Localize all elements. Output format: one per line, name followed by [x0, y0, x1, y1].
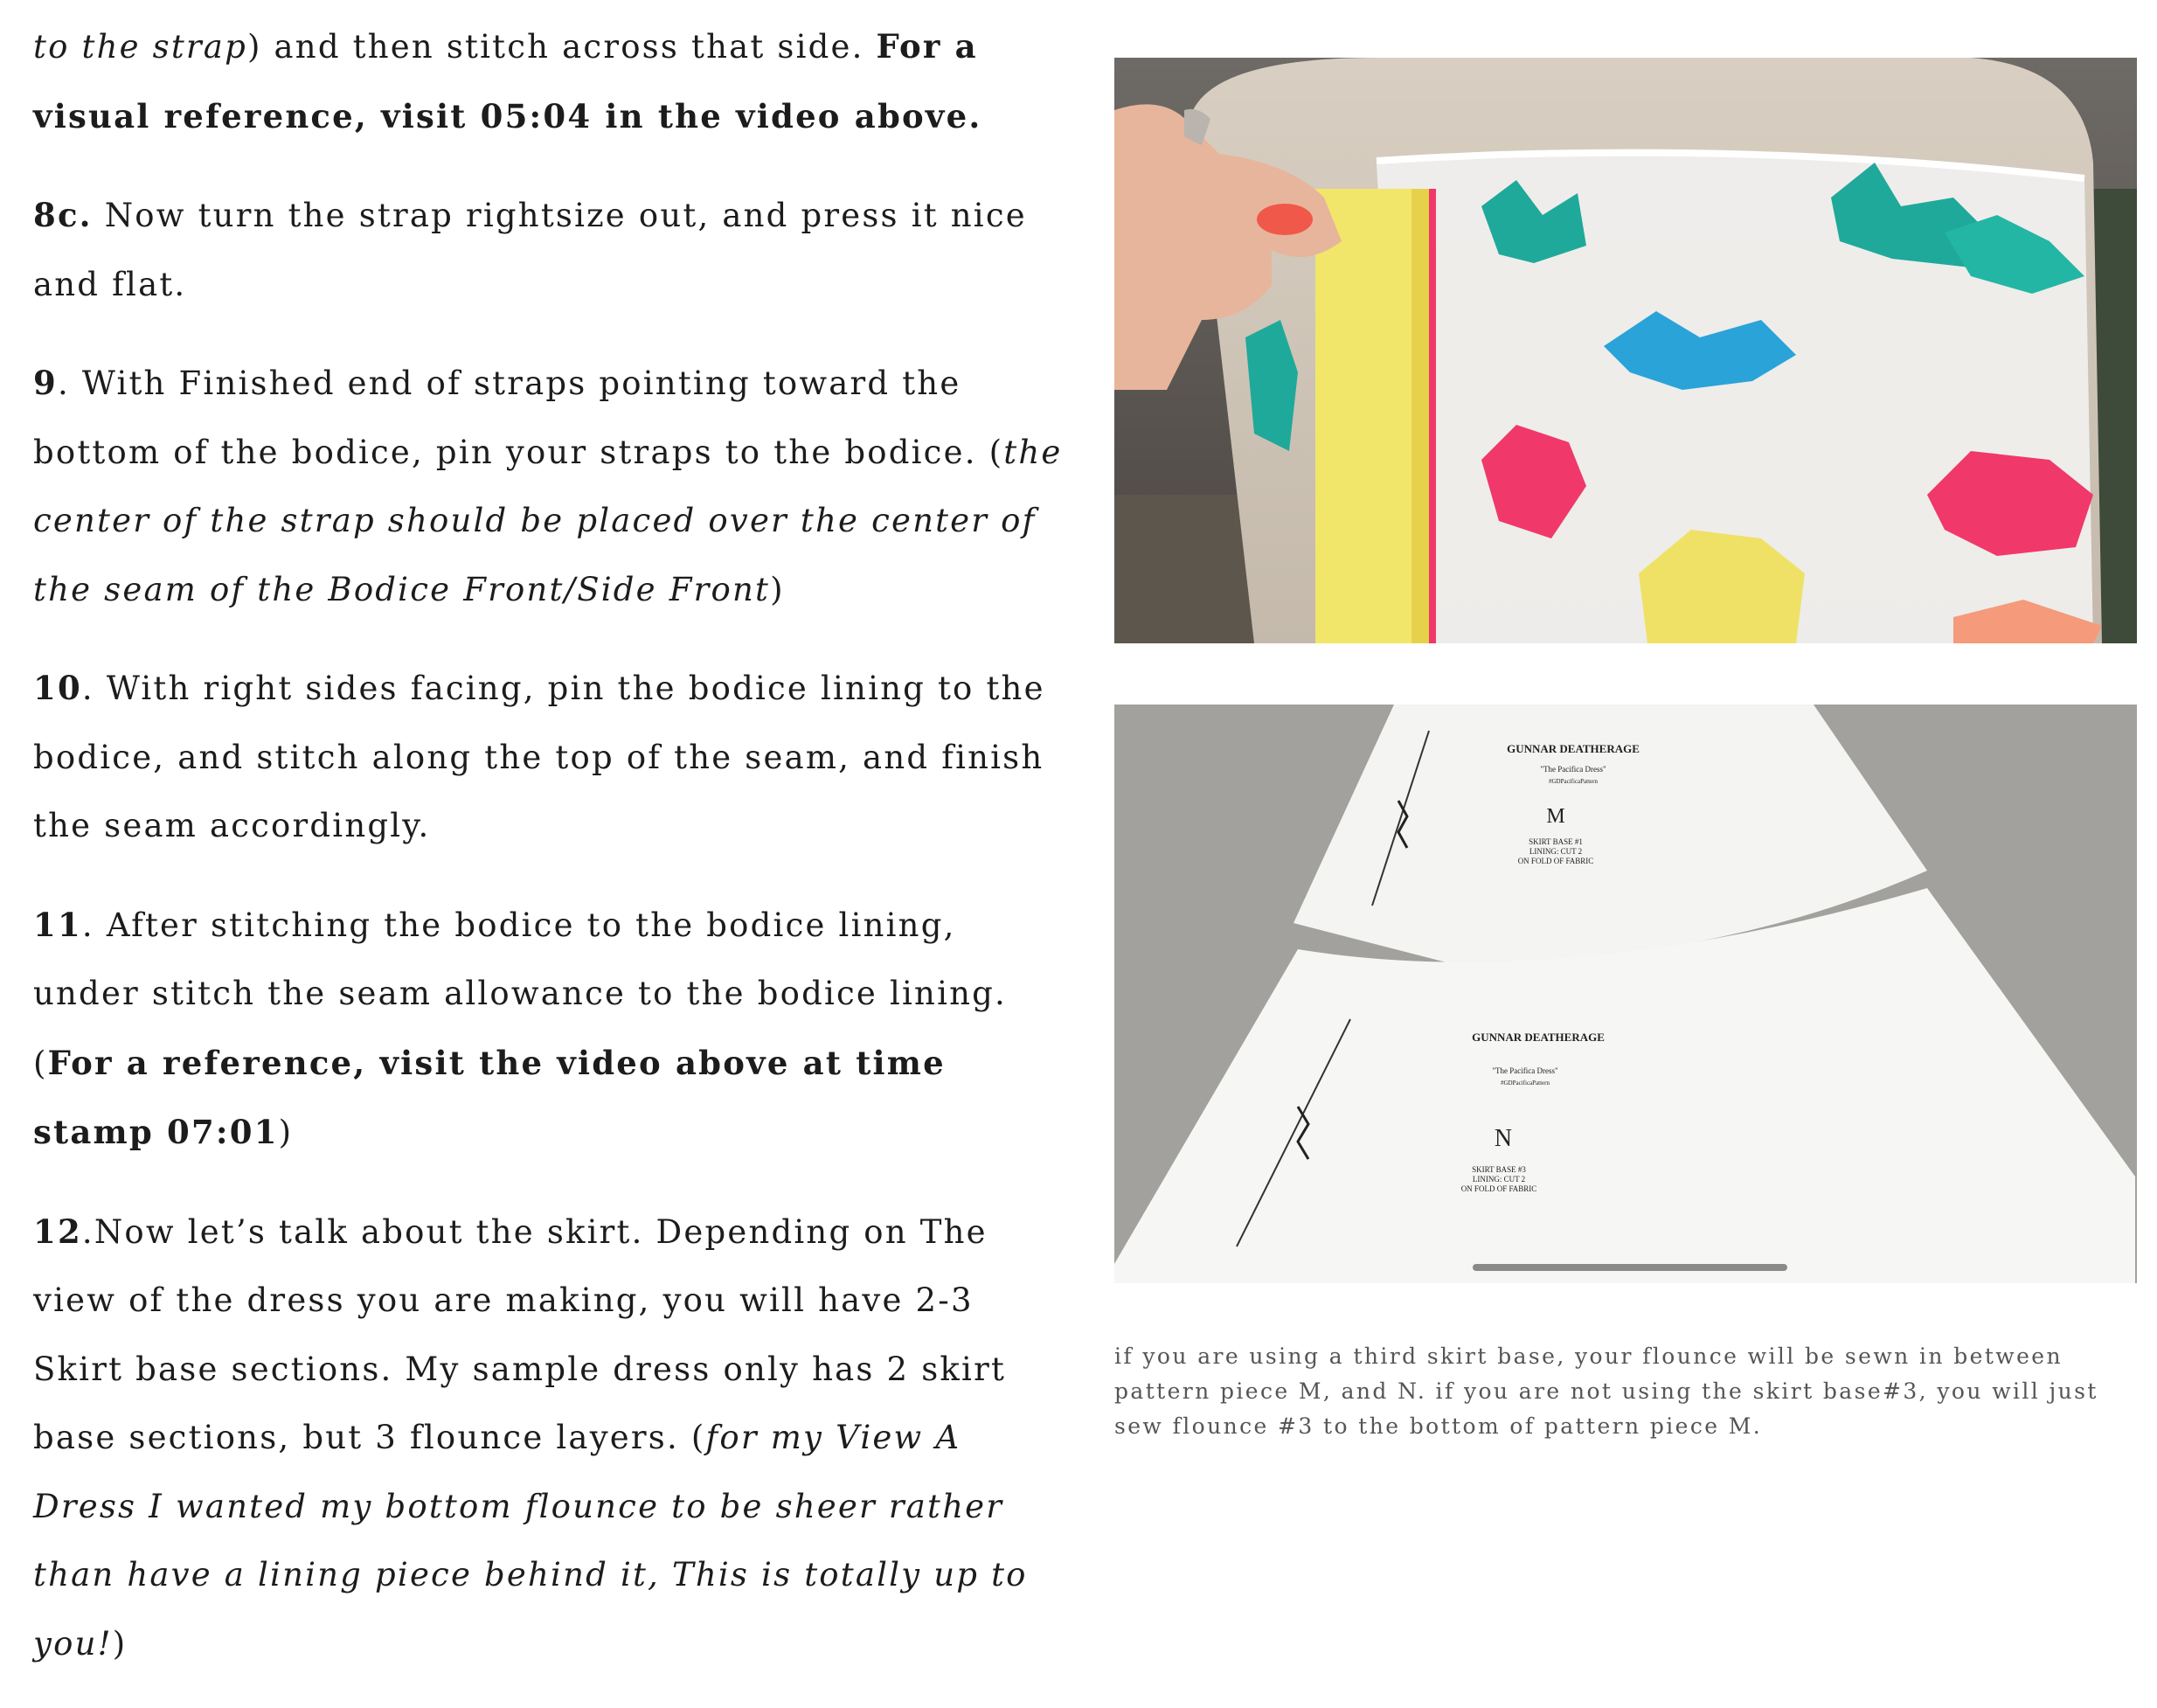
paragraph-9: 9. With Finished end of straps pointing toward the bottom of the bodice, pin your straps to the bodice. (the center of the strap should be placed over the center of the seam of the Bodice Front/Side Front): [33, 364, 1063, 608]
svg-text:LINING: CUT 2: LINING: CUT 2: [1529, 847, 1583, 856]
svg-text:LINING: CUT 2: LINING: CUT 2: [1472, 1175, 1526, 1184]
svg-text:SKIRT BASE #1: SKIRT BASE #1: [1529, 837, 1583, 846]
svg-text:ON FOLD OF FABRIC: ON FOLD OF FABRIC: [1517, 857, 1594, 865]
svg-text:ON FOLD OF FABRIC: ON FOLD OF FABRIC: [1460, 1184, 1537, 1193]
svg-text:"The Pacifica Dress": "The Pacifica Dress": [1540, 765, 1606, 774]
bodice-strap-illustration: [1114, 58, 2137, 643]
bodice-strap-photo: [1114, 58, 2137, 643]
article-text: [33, 12, 1065, 1708]
skirt-pattern-illustration: [1114, 705, 2137, 1283]
svg-text:"The Pacifica Dress": "The Pacifica Dress": [1492, 1066, 1558, 1075]
paragraph-8c: 8c. Now turn the strap rightsize out, and press it nice and flat.: [33, 196, 1027, 303]
svg-text:N: N: [1494, 1125, 1513, 1152]
paragraph-11: 11. After stitching the bodice to the bodice lining, under stitch the seam allowance to the bodice lining. (For a reference, visit the video above at time stamp 07:01): [33, 905, 1007, 1151]
photo-caption: if you are using a third skirt base, your flounce will be sewn in between pattern piece M, and N. if you are not using the skirt base#3, you will just sew flounce #3 to the bottom of pattern piece M.: [1114, 1343, 2098, 1439]
svg-text:M: M: [1546, 805, 1565, 828]
svg-text:GUNNAR DEATHERAGE: GUNNAR DEATHERAGE: [1507, 742, 1640, 755]
skirt-pattern-photo: [1114, 705, 2137, 1283]
paragraph-8b-end: to the strap) and then stitch across that side. For a visual reference, visit 05:04 in the video above.: [33, 27, 982, 135]
paragraph-10: 10. With right sides facing, pin the bodice lining to the bodice, and stitch along the top of the seam, and finish the seam accordingly.: [33, 669, 1045, 844]
svg-text:GUNNAR DEATHERAGE: GUNNAR DEATHERAGE: [1472, 1031, 1605, 1044]
svg-text:#GDPacificaPattern: #GDPacificaPattern: [1549, 778, 1598, 785]
svg-text:SKIRT BASE #3: SKIRT BASE #3: [1472, 1165, 1526, 1174]
svg-text:#GDPacificaPattern: #GDPacificaPattern: [1501, 1080, 1550, 1087]
paragraph-12: 12.Now let’s talk about the skirt. Depending on The view of the dress you are making, you will have 2-3 Skirt base sections. My sample dress only has 2 skirt base sections, but 3 flounce layers. (for my View A Dress I wanted my bottom flounce to be sheer rather than have a lining piece behind it, This is totally up to you!): [33, 1212, 1028, 1663]
